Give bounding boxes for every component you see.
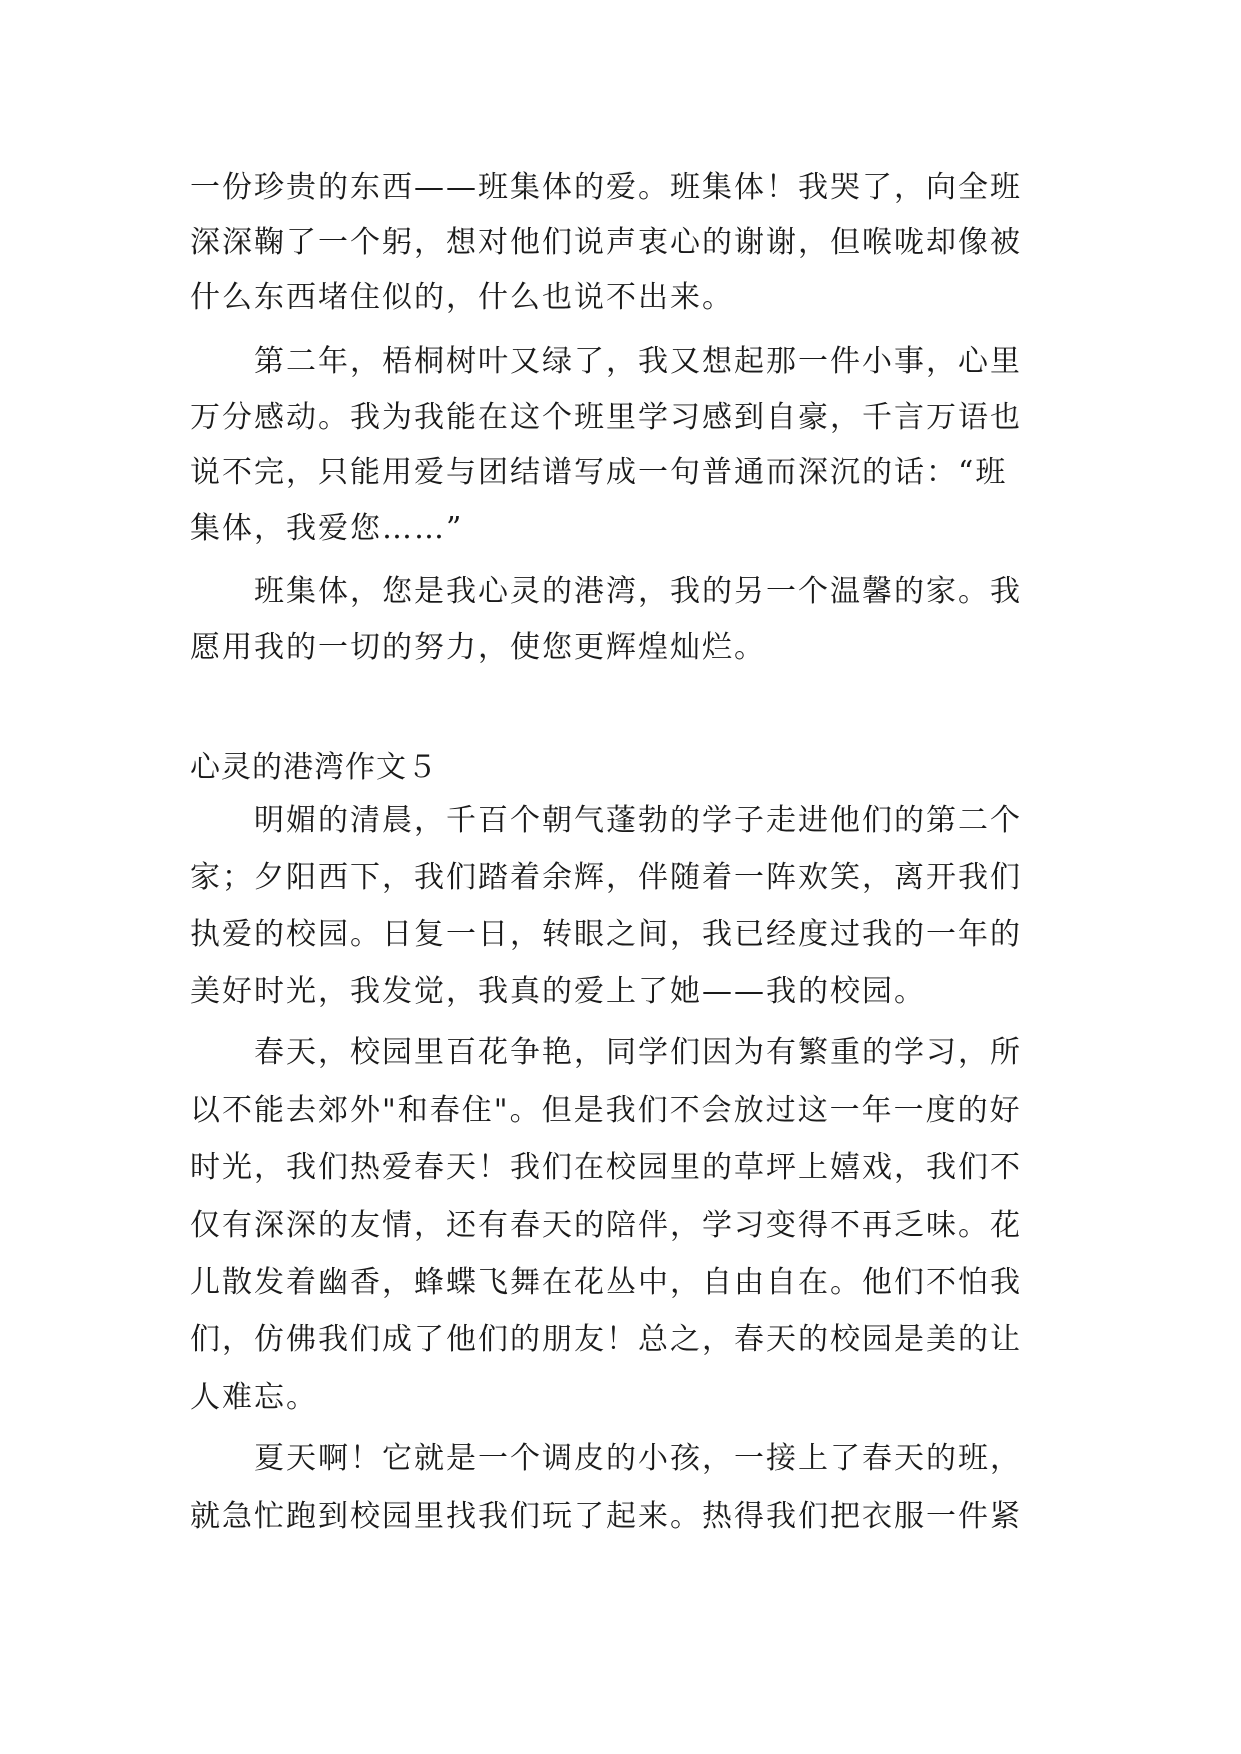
paragraph-first-line: 明媚的清晨，千百个朝气蓬勃的学子走进他们的第二个 (254, 803, 1022, 838)
paragraph-first-line: 春天，校园里百花争艳，同学们因为有繁重的学习，所 (254, 1035, 1022, 1070)
text-line: 一份珍贵的东西——班集体的爱。班集体！我哭了，向全班 (190, 170, 1022, 205)
paragraph-first-line: 第二年，梧桐树叶又绿了，我又想起那一件小事，心里 (254, 344, 1022, 379)
text-line: 深深鞠了一个躬，想对他们说声衷心的谢谢，但喉咙却像被 (190, 225, 1022, 260)
text-line: 什么东西堵住似的，什么也说不出来。 (190, 280, 734, 315)
text-line: 愿用我的一切的努力，使您更辉煌灿烂。 (190, 630, 766, 665)
text-line: 仅有深深的友情，还有春天的陪伴，学习变得不再乏味。花 (190, 1208, 1022, 1243)
text-line: 说不完，只能用爱与团结谱写成一句普通而深沉的话：“班 (190, 455, 1008, 490)
text-line: 时光，我们热爱春天！我们在校园里的草坪上嬉戏，我们不 (190, 1150, 1022, 1185)
text-line: 集体，我爱您……” (190, 511, 464, 546)
text-line: 家；夕阳西下，我们踏着余辉，伴随着一阵欢笑，离开我们 (190, 860, 1022, 895)
text-line: 万分感动。我为我能在这个班里学习感到自豪，千言万语也 (190, 400, 1022, 435)
text-line: 美好时光，我发觉，我真的爱上了她——我的校园。 (190, 974, 926, 1009)
text-line: 人难忘。 (190, 1380, 318, 1415)
paragraph-first-line: 夏天啊！它就是一个调皮的小孩，一接上了春天的班， (254, 1441, 1022, 1476)
paragraph-first-line: 班集体，您是我心灵的港湾，我的另一个温馨的家。我 (254, 574, 1022, 609)
text-line: 以不能去郊外"和春住"。但是我们不会放过这一年一度的好 (190, 1093, 1022, 1128)
text-line: 执爱的校园。日复一日，转眼之间，我已经度过我的一年的 (190, 917, 1022, 952)
section-heading: 心灵的港湾作文５ (190, 750, 438, 785)
text-line: 儿散发着幽香，蜂蝶飞舞在花丛中，自由自在。他们不怕我 (190, 1265, 1022, 1300)
text-line: 们，仿佛我们成了他们的朋友！总之，春天的校园是美的让 (190, 1322, 1022, 1357)
text-line: 就急忙跑到校园里找我们玩了起来。热得我们把衣服一件紧 (190, 1499, 1022, 1534)
